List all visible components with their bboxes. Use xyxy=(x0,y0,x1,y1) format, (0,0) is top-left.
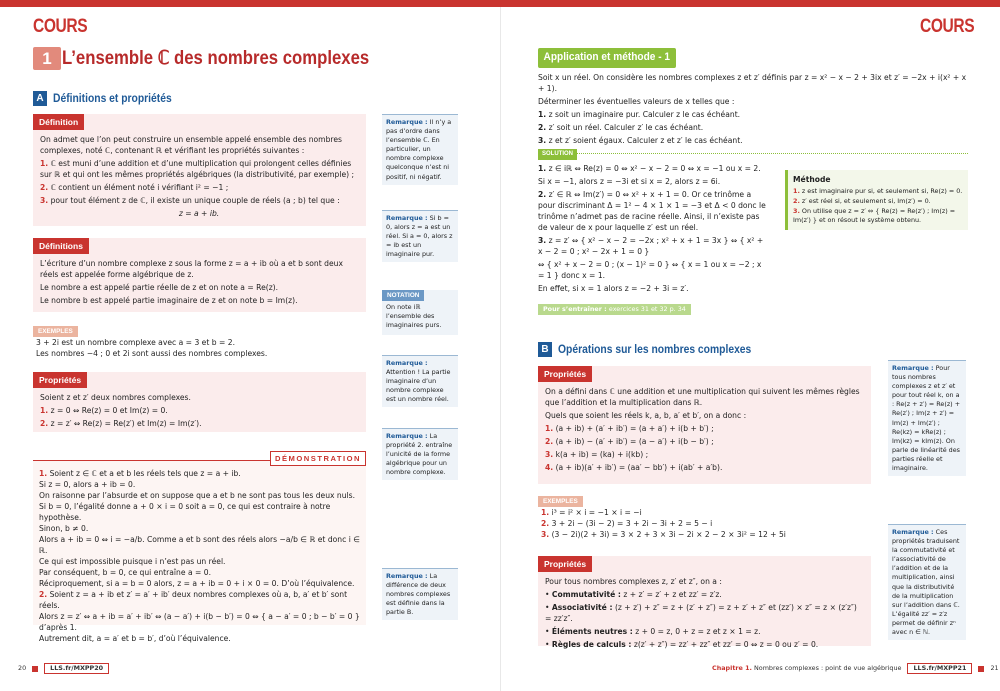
operations-properties-box xyxy=(538,366,871,484)
solution-line: 3. z = z′ ⇔ { x² − x − 2 = −2x ; x² + x + 1 = 3x } ⇔ { x² + x − 2 = 0 ; x² − 2x + 1 = 0 } xyxy=(538,236,764,256)
side-remark: Remarque : La différence de deux nombres complexes est définie dans la partie B. xyxy=(382,568,458,620)
footer-square xyxy=(978,666,984,672)
solution-line: En effet, si x = 1 alors z = −2 + 3i = z′. xyxy=(538,284,689,293)
footer-link[interactable]: LLS.fr/MXPP21 xyxy=(907,663,972,674)
header-bar xyxy=(0,0,500,7)
subsection-a-heading xyxy=(33,90,191,107)
method-box xyxy=(785,170,968,230)
header-bar xyxy=(500,0,1000,7)
example-line: 1. i³ = i² × i = −1 × i = −i xyxy=(541,508,642,518)
solution-line: ⇔ { x² + x − 2 = 0 ; (x − 1)² = 0 } ⇔ { x = 1 ou x = −2 ; x = 1 } donc x = 1. xyxy=(538,260,762,280)
method-title: Méthode xyxy=(793,175,831,184)
property-item: • Associativité : (z + z′) + z″ = z + (z′ + z″) = z + z′ + z″ et (zz′) × z″ = z × (z′z″) = zz′z″. xyxy=(545,603,857,624)
property-item: 2. (a + ib) − (a′ + ib′) = (a − a′) + i(b − b′) ; xyxy=(545,437,714,447)
definition-tag: Définition xyxy=(33,114,84,130)
properties-tag: Propriétés xyxy=(33,372,87,388)
method-item: 3. On utilise que z = z′ ⇔ { Re(z) = Re(z′) ; Im(z) = Im(z′) } et on résout le système obtenu. xyxy=(793,206,956,225)
footer-left xyxy=(18,663,109,674)
solution-text xyxy=(538,163,770,296)
demo-line: Réciproquement, si a = b = 0 alors, z = a + ib = 0 + i × 0 = 0. D’où l’équivalence. xyxy=(39,579,355,588)
page-number: 20 xyxy=(18,664,27,672)
demo-line: Alors a + ib = 0 ⇔ i = −a/b. Comme a et b sont des réels alors −a/b ∈ ℝ et donc i ∈ ℝ. xyxy=(39,535,360,555)
definitions-tag: Définitions xyxy=(33,238,89,254)
definition-item: 1. ℂ est muni d’une addition et d’une multiplication qui prolongent celles définies sur ℝ et qui ont les mêmes propriétés algébriques (la distributivité, par exemple) ; xyxy=(40,159,355,180)
side-remark: Remarque : La propriété 2. entraîne l’unicité de la forme algébrique pour un nombre complexe. xyxy=(382,428,458,480)
subsection-b-heading xyxy=(538,341,783,358)
property-item: 1. (a + ib) + (a′ + ib′) = (a + a′) + i(b + b′) ; xyxy=(545,424,714,434)
demonstration-box xyxy=(33,460,366,643)
definitions-line: Le nombre b est appelé partie imaginaire de z et on note b = Im(z). xyxy=(40,296,298,306)
solution-tag: SOLUTION xyxy=(538,149,577,160)
properties-box xyxy=(33,372,366,432)
cours-label: COURS xyxy=(920,16,975,37)
section-number: 1 xyxy=(33,47,61,70)
subsection-letter: B xyxy=(538,342,552,357)
footer-square xyxy=(32,666,38,672)
demo-line: 1. Soient z ∈ ℂ et a et b les réels tels que z = a + ib. xyxy=(39,469,241,478)
application-tag: Application et méthode - 1 xyxy=(538,48,676,68)
subsection-letter: A xyxy=(33,91,47,106)
method-item: 1. z est imaginaire pur si, et seulement si, Re(z) = 0. xyxy=(793,187,963,196)
solution-line: 1. z ∈ iℝ ⇔ Re(z) = 0 ⇔ x² − x − 2 = 0 ⇔ x = −1 ou x = 2. xyxy=(538,164,761,173)
demo-line: Par conséquent, b = 0, ce qui entraîne a = 0. xyxy=(39,568,212,577)
side-remark: Remarque : Il n’y a pas d’ordre dans l’ensemble ℂ. En particulier, un nombre complexe quelconque n’est ni positif, ni négatif. xyxy=(382,114,458,185)
demo-line: Alors z = z′ ⇔ a + ib = a′ + ib′ ⇔ (a − a′) + i(b − b′) = 0 ⇔ { a − a′ = 0 ; b − b′ = 0 } d’après 1. xyxy=(39,612,360,632)
application-statement: Soit x un réel. On considère les nombres complexes z et z′ définis par z = x² − x − 2 + 3ix et z′ = −2x + i(x² + x + 1). Déterminer les éventuelles valeurs de x telles que : 1. z soit un imaginaire pur. Calculer z le cas échéant. 2. z′ soit un réel. Calculer z′ le cas échéant. 3. z et z′ soient égaux. Calculer z et z′ le cas échéant. xyxy=(538,73,967,145)
definition-intro: On admet que l’on peut construire un ensemble appelé ensemble des nombres complexes, noté ℂ, contenant ℝ et vérifiant les propriétés suivantes : xyxy=(40,135,342,156)
cours-label: COURS xyxy=(33,16,88,37)
example-line: 3 + 2i est un nombre complexe avec a = 3 et b = 2. xyxy=(36,338,236,348)
method-item: 2. z′ est réel si, et seulement si, Im(z′) = 0. xyxy=(793,197,931,205)
solution-divider xyxy=(575,153,968,154)
question: 2. z′ soit un réel. Calculer z′ le cas échéant. xyxy=(538,123,704,132)
example-line: Les nombres −4 ; 0 et 2i sont aussi des nombres complexes. xyxy=(36,349,268,359)
property-item: • Commutativité : z + z′ = z′ + z et zz′ = z′z. xyxy=(545,590,722,600)
footer-right xyxy=(712,663,999,674)
examples-tag: EXEMPLES xyxy=(538,496,583,507)
definition-item: 2. ℂ contient un élément noté i vérifiant i² = −1 ; xyxy=(40,183,229,193)
examples-box xyxy=(538,495,871,540)
side-remark: Remarque : Attention ! La partie imaginaire d’un nombre complexe est un nombre réel. xyxy=(382,355,458,407)
definition-formula: z = a + ib. xyxy=(178,209,220,219)
property-item: 1. z = 0 ⇔ Re(z) = 0 et Im(z) = 0. xyxy=(40,406,168,416)
property-item: • Règles de calculs : z(z′ + z″) = zz′ + zz″ et zz′ = 0 ⇔ z = 0 ou z′ = 0. xyxy=(545,640,819,650)
demo-line: Sinon, b ≠ 0. xyxy=(39,524,89,533)
example-line: 3. (3 − 2i)(2 + 3i) = 3 × 2 + 3 × 3i − 2i × 2 − 2 × 3i² = 12 + 5i xyxy=(541,530,786,540)
right-page xyxy=(500,0,1000,691)
definition-box xyxy=(33,114,366,226)
demo-line: Si z = 0, alors a + ib = 0. xyxy=(39,480,136,489)
examples-box xyxy=(33,325,366,359)
properties-tag: Propriétés xyxy=(538,556,592,572)
side-notation: NOTATION On note iℝ l’ensemble des imaginaires purs. xyxy=(382,290,458,335)
properties-intro: Pour tous nombres complexes z, z′ et z″, on a : xyxy=(545,577,722,587)
subsection-title: Définitions et propriétés xyxy=(53,91,172,105)
question: 3. z et z′ soient égaux. Calculer z et z′ le cas échéant. xyxy=(538,136,743,145)
definition-item: 3. pour tout élément z de ℂ, il existe un unique couple de réels (a ; b) tel que : xyxy=(40,196,340,206)
property-item: • Éléments neutres : z + 0 = z, 0 + z = z et z × 1 = z. xyxy=(545,627,761,637)
demo-line: Si b = 0, l’égalité donne a + 0 × i = 0 soit a = 0, ce qui est contraire à notre hypothèse. xyxy=(39,502,331,522)
demo-line: Autrement dit, a = a′ et b = b′, d’où l’équivalence. xyxy=(39,634,231,643)
subsection-title: Opérations sur les nombres complexes xyxy=(558,342,752,356)
demo-line: 2. Soient z = a + ib et z′ = a′ + ib′ deux nombres complexes où a, b, a′ et b′ sont réels. xyxy=(39,590,348,610)
properties-intro: On a défini dans ℂ une addition et une multiplication qui suivent les mêmes règles que l’addition et la multiplication dans ℝ. xyxy=(545,387,860,408)
side-remark: Remarque : Pour tous nombres complexes z et z′ et pour tout réel k, on a : Re(z + z′) = Re(z) + Re(z′) ; Im(z + z′) = Im(z) + Im(z′) ; Re(kz) = kRe(z) ; Im(kz) = kIm(z). On parle de linéarité des parties réelle et imaginaire. xyxy=(888,360,966,476)
property-item: 2. z = z′ ⇔ Re(z) = Re(z′) et Im(z) = Im(z′). xyxy=(40,419,202,429)
properties-intro: Quels que soient les réels k, a, b, a′ et b′, on a donc : xyxy=(545,411,747,421)
question: 1. z soit un imaginaire pur. Calculer z le cas échéant. xyxy=(538,110,741,119)
footer-link[interactable]: LLS.fr/MXPP20 xyxy=(44,663,109,674)
side-remark: Remarque : Ces propriétés traduisent la commutativité et l’associativité de l’addition et de la multiplication, ainsi que la distributivité de la multiplication sur l’addition dans ℂ. L’égalité zz′ = z′z permet de définir zⁿ avec n ∈ ℕ. xyxy=(888,524,966,640)
demo-line: On raisonne par l’absurde et on suppose que a et b ne sont pas tous les deux nuls. xyxy=(39,491,356,500)
definitions-line: L’écriture d’un nombre complexe z sous la forme z = a + ib où a et b sont deux réels est appelée forme algébrique de z. xyxy=(40,259,343,280)
solution-line: Si x = −1, alors z = −3i et si x = 2, alors z = 6i. xyxy=(538,177,721,186)
properties-tag: Propriétés xyxy=(538,366,592,382)
property-item: 3. k(a + ib) = (ka) + i(kb) ; xyxy=(545,450,649,460)
definitions-box xyxy=(33,238,366,312)
property-item: 4. (a + ib)(a′ + ib′) = (aa′ − bb′) + i(ab′ + a′b). xyxy=(545,463,723,473)
examples-tag: EXEMPLES xyxy=(33,326,78,337)
solution-line: 2. z′ ∈ ℝ ⇔ Im(z′) = 0 ⇔ x² + x + 1 = 0. Or ce trinôme a pour discriminant Δ = 1² − 4 × 1 × 1 = −3 et Δ < 0 donc le trinôme n’admet pas de racine réelle. Ainsi, il n’existe pas de valeur de x pour laquelle z′ est un réel. xyxy=(538,190,766,232)
algebraic-properties-box xyxy=(538,556,871,650)
example-line: 2. 3 + 2i − (3i − 2) = 3 + 2i − 3i + 2 = 5 − i xyxy=(541,519,713,529)
section-title: L’ensemble ℂ des nombres complexes xyxy=(62,48,370,69)
practice-link[interactable]: Pour s’entraîner : exercices 31 et 32 p. 34 xyxy=(538,304,691,315)
page-number: 21 xyxy=(990,664,999,672)
side-remark: Remarque : Si b = 0, alors z = a est un réel. Si a = 0, alors z = ib est un imaginaire pur. xyxy=(382,210,458,262)
chapter-label: Chapitre 1. Nombres complexes : point de vue algébrique xyxy=(712,664,902,672)
properties-intro: Soient z et z′ deux nombres complexes. xyxy=(40,393,191,403)
demo-line: Ce qui est impossible puisque i n’est pas un réel. xyxy=(39,557,226,566)
definitions-line: Le nombre a est appelé partie réelle de z et on note a = Re(z). xyxy=(40,283,279,293)
demonstration-tag: DÉMONSTRATION xyxy=(270,451,366,466)
